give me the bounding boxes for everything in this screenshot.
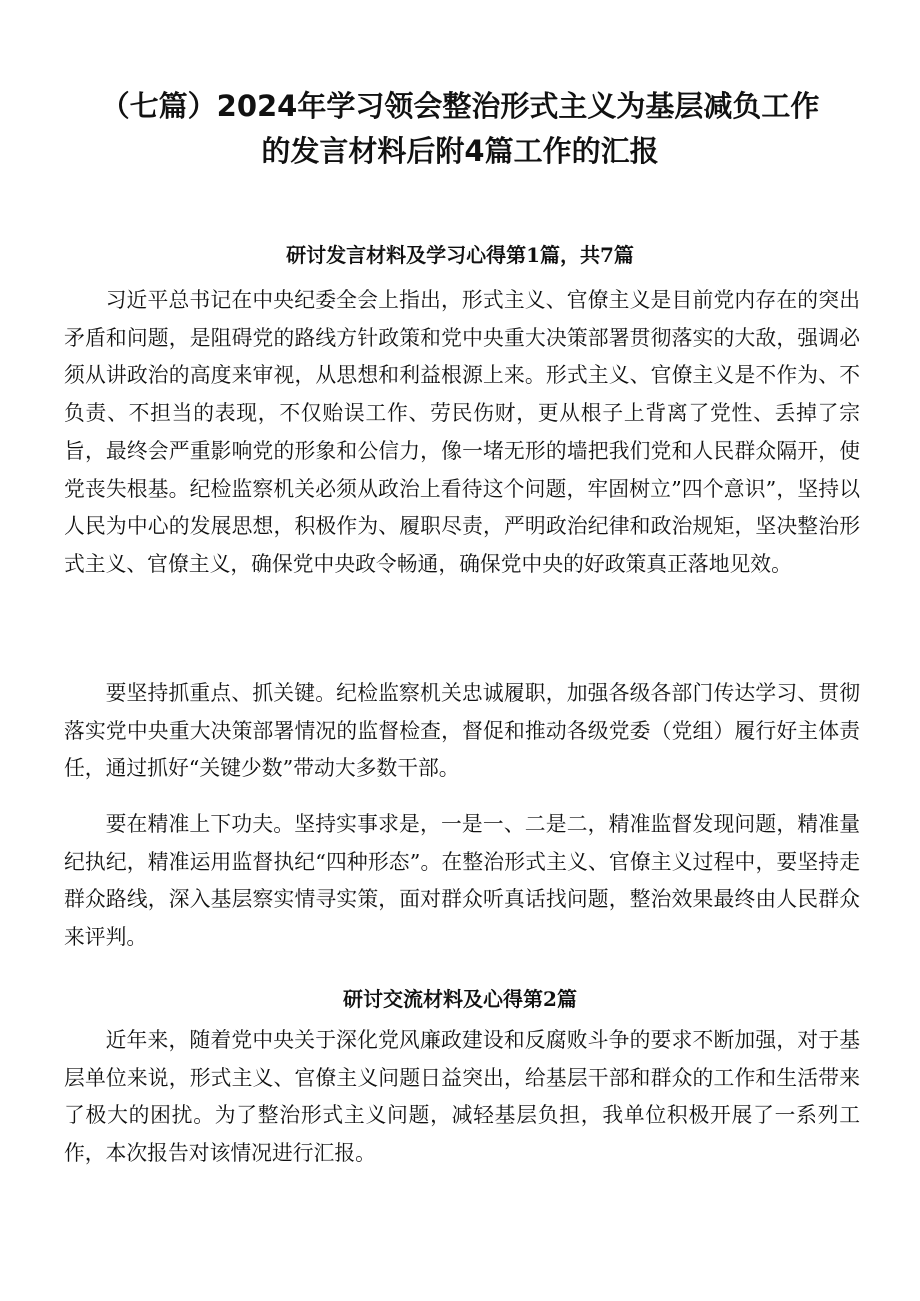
paragraph-1-2: 要坚持抓重点、抓关键。纪检监察机关忠诚履职，加强各级各部门传达学习、贯彻落实党中央重大决策部署情况的监督检查，督促和推动各级党委（党组）履行好主体责任，通过抓好“关键少数”带动大多数干部。 [64,681,860,781]
paragraph-2-1: 近年来，随着党中央关于深化党风廉政建设和反腐败斗争的要求不断加强，对于基层单位来说，形式主义、官僚主义问题日益突出，给基层干部和群众的工作和生活带来了极大的困扰。为了整治形式主义问题，减轻基层负担，我单位积极开展了一系列工作，本次报告对该情况进行汇报。 [64,1028,860,1166]
section-heading-2: 研讨交流材料及心得第2篇 [343,987,577,1011]
section-heading-1: 研讨发言材料及学习心得第1篇，共7篇 [286,243,634,267]
paragraph-1-1: 习近平总书记在中央纪委全会上指出，形式主义、官僚主义是目前党内存在的突出矛盾和问题，是阻碍党的路线方针政策和党中央重大决策部署贯彻落实的大敌，强调必须从讲政治的高度来审视，从思想和利益根源上来。形式主义、官僚主义是不作为、不负责、不担当的表现，不仅贻误工作、劳民伤财，更从根子上背离了党性、丢掉了宗旨，最终会严重影响党的形象和公信力，像一堵无形的墙把我们党和人民群众隔开，使党丧失根基。纪检监察机关必须从政治上看待这个问题，牢固树立”四个意识”，坚持以人民为中心的发展思想，积极作为、履职尽责，严明政治纪律和政治规矩，坚决整治形式主义、官僚主义，确保党中央政令畅通，确保党中央的好政策真正落地见效。 [64,288,860,576]
paragraph-1-3: 要在精准上下功夫。坚持实事求是，一是一、二是二，精准监督发现问题，精准量纪执纪，精准运用监督执纪“四种形态”。在整治形式主义、官僚主义过程中，要坚持走群众路线，深入基层察实情寻实策，面对群众听真话找问题，整治效果最终由人民群众来评判。 [64,812,860,950]
document-title: （七篇）2024年学习领会整治形式主义为基层减负工作的发言材料后附4篇工作的汇报 [100,89,820,168]
